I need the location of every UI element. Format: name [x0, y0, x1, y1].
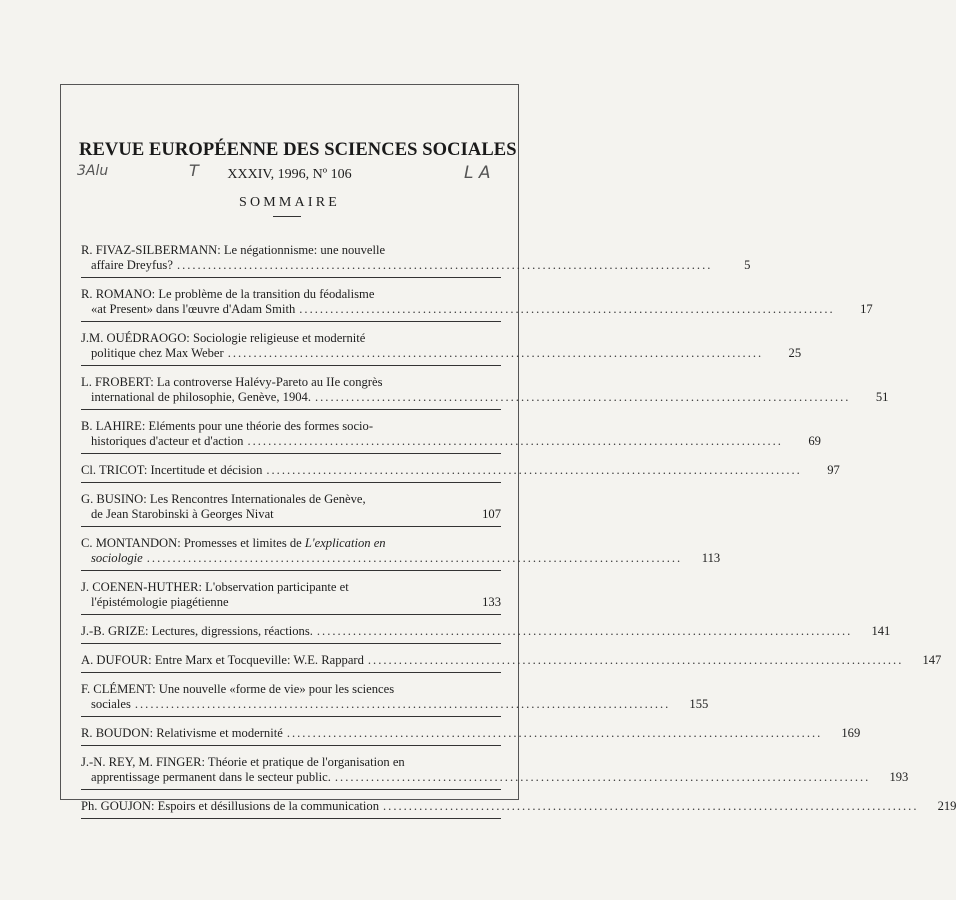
journal-title: REVUE EUROPÉENNE DES SCIENCES SOCIALES: [79, 140, 517, 160]
toc-entry-text: international de philosophie, Genève, 1904.: [91, 390, 311, 404]
toc-entry: [81, 463, 840, 483]
leader-dots: ........................................................................................................: [316, 624, 853, 638]
toc-entry-text: J. COENEN-HUTHER: L'observation participante et: [81, 580, 349, 594]
toc-entry-text: affaire Dreyfus?: [91, 258, 173, 272]
toc-entry-text: C. MONTANDON: Promesses et limites de L'explication en: [81, 536, 386, 550]
toc-page-number: 155: [689, 697, 709, 711]
toc-entry-text: F. CLÉMENT: Une nouvelle «forme de vie» pour les sciences: [81, 682, 395, 696]
toc-entry-text: politique chez Max Weber: [91, 346, 224, 360]
leader-dots: ........................................................................................................: [299, 302, 835, 316]
leader-dots: ........................................................................................................: [227, 346, 764, 360]
toc-page-number: 69: [808, 434, 821, 448]
handwritten-note-right: L A: [464, 163, 491, 183]
leader-dots: ........................................................................................................: [383, 799, 919, 813]
toc-entry-text: apprentissage permanent dans le secteur public.: [91, 770, 331, 784]
toc-page-number: 147: [922, 653, 942, 667]
toc-page-number: 193: [889, 770, 909, 784]
toc-entry: [81, 682, 709, 717]
toc-entry-text: R. ROMANO: Le problème de la transition du féodalisme: [81, 287, 375, 301]
toc-entry-text: A. DUFOUR: Entre Marx et Tocqueville: W.E. Rappard: [81, 653, 364, 667]
toc-page-number: 97: [827, 463, 840, 477]
toc-entry-text: de Jean Starobinski à Georges Nivat: [91, 507, 274, 521]
handwritten-note-mid: T: [189, 161, 199, 180]
toc-page-number: 169: [841, 726, 861, 740]
section-title: SOMMAIRE: [238, 195, 341, 210]
toc-page-number: 17: [860, 302, 873, 316]
issue-line: XXXIV, 1996, Nº 106: [227, 167, 352, 182]
toc-entry-text: Cl. TRICOT: Incertitude et décision: [81, 463, 263, 477]
title-rule: [273, 216, 301, 217]
toc-page-number: 107: [482, 507, 501, 521]
toc-entry: [81, 755, 909, 790]
toc-entry-text: sociologie: [91, 551, 143, 565]
toc-entry: [81, 624, 891, 644]
toc-entry: [81, 492, 501, 527]
leader-dots: ........................................................................................................: [315, 390, 851, 404]
toc-page-number: 133: [482, 595, 501, 609]
toc-entry: [81, 287, 873, 322]
leader-dots: ........................................................................................................: [334, 770, 871, 784]
leader-dots: ........................................................................................................: [247, 434, 783, 448]
toc-entry-text: Ph. GOUJON: Espoirs et désillusions de la communication: [81, 799, 380, 813]
toc-entry-text: l'épistémologie piagétienne: [91, 595, 229, 609]
toc-entry: [81, 580, 501, 615]
toc-entry-text: J.M. OUÉDRAOGO: Sociologie religieuse et modernité: [81, 331, 366, 345]
leader-dots: ........................................................................................................: [146, 551, 683, 565]
leader-dots: ........................................................................................................: [286, 726, 823, 740]
toc-entry: [81, 726, 861, 746]
toc-entry-text: J.-N. REY, M. FINGER: Théorie et pratique de l'organisation en: [81, 755, 405, 769]
handwritten-note-left: 3Alu: [77, 163, 109, 179]
toc-page-number: 5: [744, 258, 751, 272]
toc-entry: [81, 653, 942, 673]
toc-entry-text: historiques d'acteur et d'action: [91, 434, 244, 448]
toc-page-number: 141: [871, 624, 891, 638]
toc-page-number: 51: [875, 390, 889, 404]
table-of-contents: [81, 243, 956, 828]
toc-entry: [81, 536, 721, 571]
toc-entry: [81, 331, 802, 366]
leader-dots: ........................................................................................................: [134, 697, 671, 711]
toc-entry-text: J.-B. GRIZE: Lectures, digressions, réactions.: [81, 624, 313, 638]
toc-entry-text: sociales: [91, 697, 131, 711]
toc-entry: [81, 799, 956, 819]
toc-entry: [81, 243, 751, 278]
toc-entry: [81, 419, 821, 454]
toc-entry-text: R. BOUDON: Relativisme et modernité: [81, 726, 283, 740]
leader-dots: ........................................................................................................: [367, 653, 904, 667]
toc-entry-text: R. FIVAZ-SILBERMANN: Le négationnisme: une nouvelle: [81, 243, 386, 257]
leader-dots: ........................................................................................................: [176, 258, 713, 272]
toc-entry-text: L. FROBERT: La controverse Halévy-Pareto au IIe congrès: [81, 375, 383, 389]
toc-entry-text: B. LAHIRE: Eléments pour une théorie des formes socio-: [81, 419, 374, 433]
toc-page-number: 113: [701, 551, 721, 565]
toc-page-number: 219: [937, 799, 956, 813]
toc-entry-text: «at Present» dans l'œuvre d'Adam Smith: [91, 302, 296, 316]
contents-frame: [60, 84, 956, 813]
leader-dots: ........................................................................................................: [266, 463, 802, 477]
toc-entry-text: G. BUSINO: Les Rencontres Internationales de Genève,: [81, 492, 366, 506]
toc-entry: [81, 375, 889, 410]
toc-page-number: 25: [788, 346, 802, 360]
